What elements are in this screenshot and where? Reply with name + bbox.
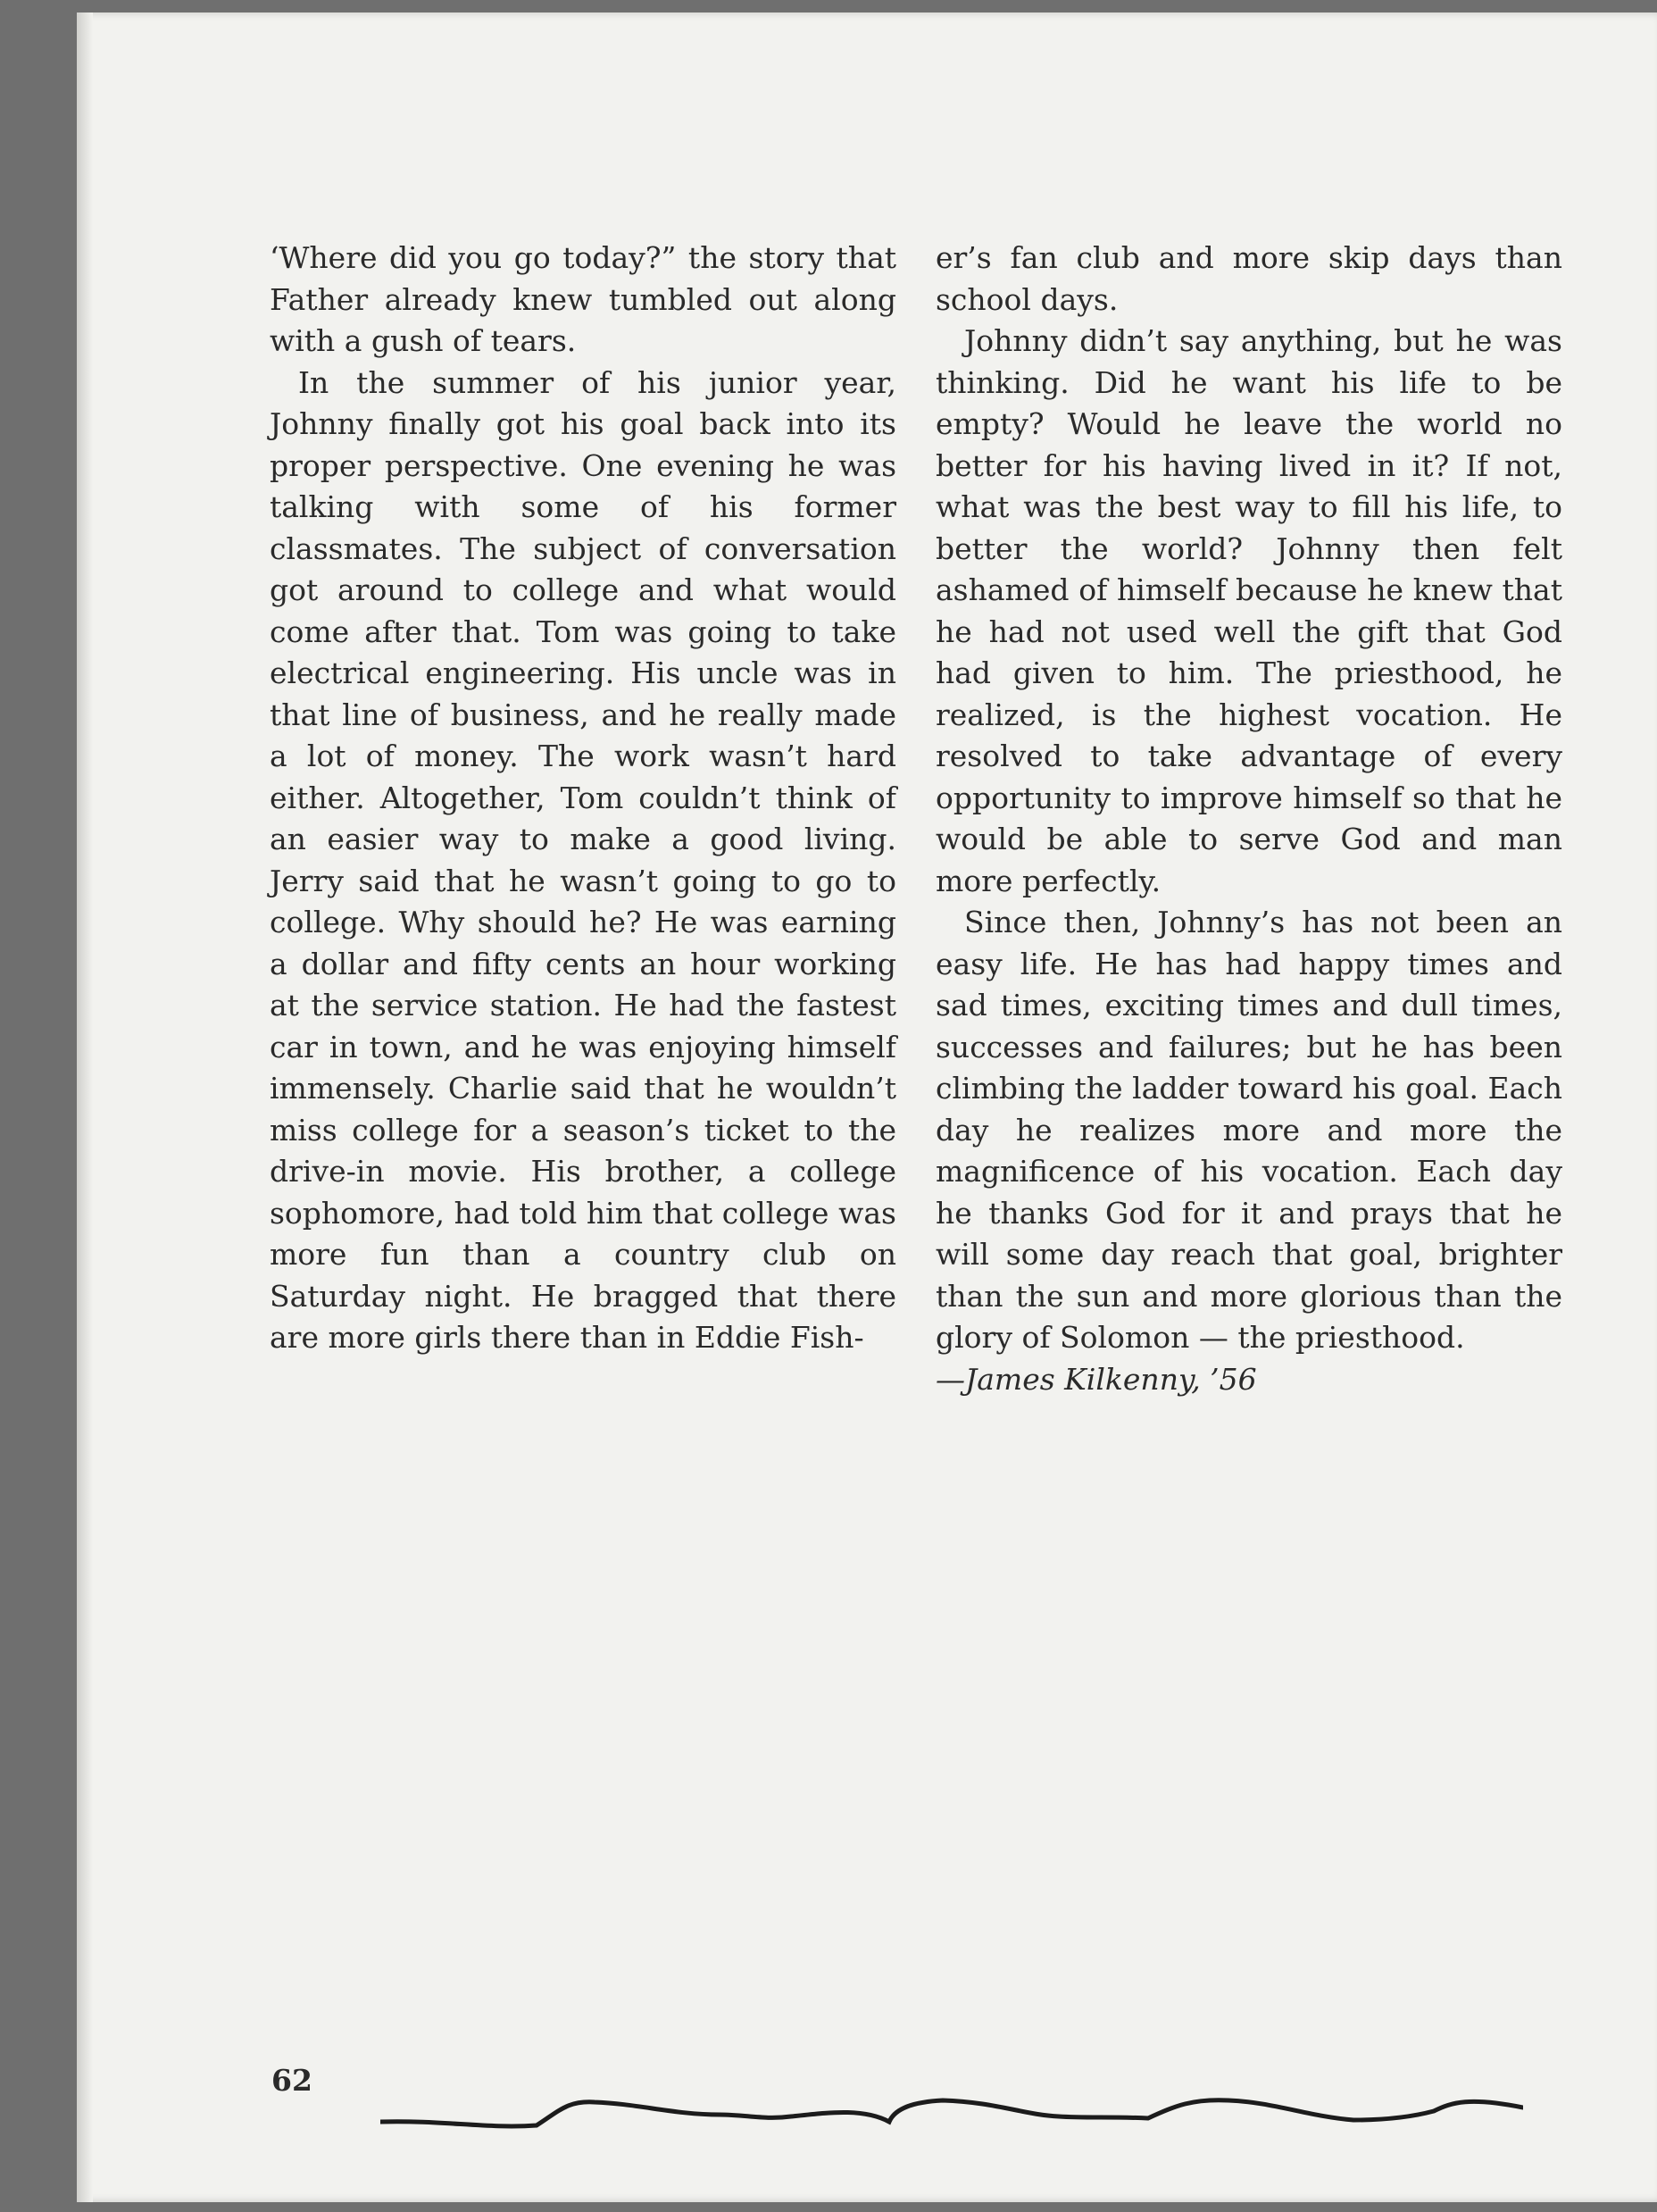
paragraph: Since then, Johnny’s has not been an easy life. He has had happy times and sad times, exciting times and dull times, successes and failures; but he has been climbing the ladder toward his goal. Each day he realizes more and more the magnificence of his vocation. Each day he thanks God for it and prays that he will some day reach that goal, brighter than the sun and more glorious than the glory of Solomon — the priesthood. xyxy=(936,905,1562,1355)
left-text-column xyxy=(270,238,896,1359)
page-binding-shadow xyxy=(77,13,93,2202)
paragraph: In the summer of his junior year, Johnny finally got his goal back into its proper perspective. One evening he was talking with some of his former classmates. The subject of conversation got around to college and what would come after that. Tom was going to take electrical engineering. His uncle was in that line of business, and he really made a lot of money. The work wasn’t hard either. Altogether, Tom couldn’t think of an easier way to make a good living. Jerry said that he wasn’t going to go to college. Why should he? He was earning a dollar and fifty cents an hour working at the service station. He had the fastest car in town, and he was enjoying himself immensely. Charlie said that he wouldn’t miss college for a season’s ticket to the drive-in movie. His brother, a college sophomore, had told him that college was more fun than a country club on Saturday night. He bragged that there are more girls there than in Eddie Fish- xyxy=(270,364,896,1355)
page-number: 62 xyxy=(271,2063,312,2098)
paragraph: Johnny didn’t say anything, but he was thinking. Did he want his life to be empty? Would he leave the world no better for his having lived in it? If not, what was the best way to fill his life, to better the world? Johnny then felt ashamed of himself because he knew that he had not used well the gift that God had given to him. The priesthood, he realized, is the highest vocation. He resolved to take advantage of every opportunity to improve himself so that he would be able to serve God and man more perfectly. xyxy=(936,323,1562,898)
paragraph: ‘Where did you go today?” the story that Father already knew tumbled out along with a gush of tears. xyxy=(270,240,896,358)
author-signature: —James Kilkenny, ’56 xyxy=(936,1361,1257,1397)
wavy-rule-ornament-icon xyxy=(380,2075,1523,2156)
magazine-page xyxy=(77,13,1657,2202)
right-text-column xyxy=(936,238,1562,1400)
paragraph: er’s fan club and more skip days than school days. xyxy=(936,240,1562,317)
